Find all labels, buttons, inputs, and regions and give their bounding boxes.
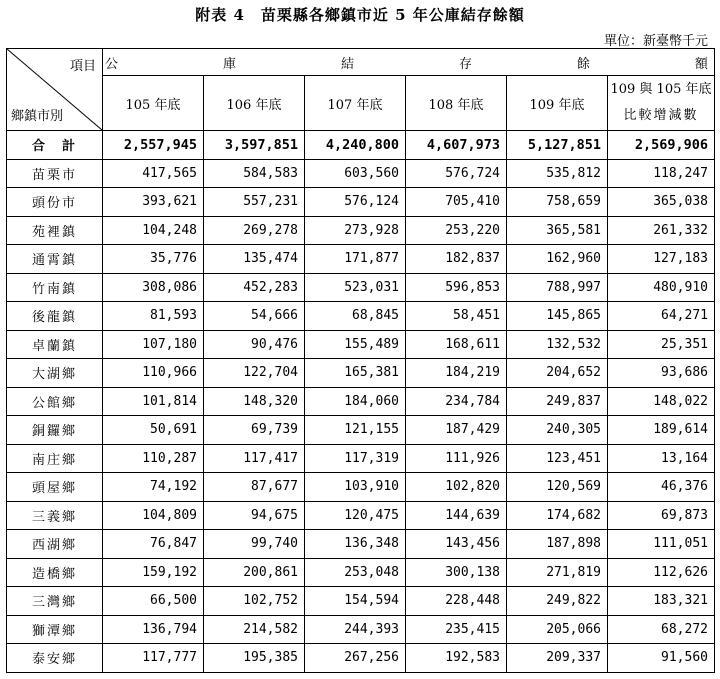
total-label: 合 計 xyxy=(7,131,103,160)
fund-balance-table xyxy=(6,48,715,673)
town-name: 頭份市 xyxy=(7,188,103,217)
value-cell: 244,393 xyxy=(305,615,406,644)
value-cell: 91,560 xyxy=(608,644,715,673)
value-cell: 204,652 xyxy=(507,359,608,388)
value-cell: 122,704 xyxy=(204,359,305,388)
value-cell: 261,332 xyxy=(608,216,715,245)
table-row xyxy=(7,587,715,616)
value-cell: 576,124 xyxy=(305,188,406,217)
town-name: 獅潭鄉 xyxy=(7,615,103,644)
value-cell: 171,877 xyxy=(305,245,406,274)
table-title: 附表 4 苗栗縣各鄉鎮市近 5 年公庫結存餘額 xyxy=(195,6,525,24)
value-cell: 195,385 xyxy=(204,644,305,673)
town-name: 苑裡鎮 xyxy=(7,216,103,245)
value-cell: 154,594 xyxy=(305,587,406,616)
value-cell: 228,448 xyxy=(406,587,507,616)
value-cell: 584,583 xyxy=(204,159,305,188)
total-cell: 2,569,906 xyxy=(608,131,715,160)
table-row xyxy=(7,216,715,245)
year-header: 105 年底 xyxy=(103,76,204,131)
value-cell: 253,220 xyxy=(406,216,507,245)
value-cell: 110,966 xyxy=(103,359,204,388)
value-cell: 64,271 xyxy=(608,302,715,331)
table-row xyxy=(7,501,715,530)
value-cell: 117,777 xyxy=(103,644,204,673)
value-cell: 174,682 xyxy=(507,501,608,530)
value-cell: 253,048 xyxy=(305,558,406,587)
value-cell: 480,910 xyxy=(608,273,715,302)
value-cell: 596,853 xyxy=(406,273,507,302)
value-cell: 205,066 xyxy=(507,615,608,644)
value-cell: 93,686 xyxy=(608,359,715,388)
value-cell: 165,381 xyxy=(305,359,406,388)
change-header-line2: 比較增減數 xyxy=(623,108,699,123)
town-name: 卓蘭鎮 xyxy=(7,330,103,359)
value-cell: 110,287 xyxy=(103,444,204,473)
table-row xyxy=(7,558,715,587)
value-cell: 182,837 xyxy=(406,245,507,274)
value-cell: 136,794 xyxy=(103,615,204,644)
value-cell: 144,639 xyxy=(406,501,507,530)
table-row xyxy=(7,444,715,473)
value-cell: 145,865 xyxy=(507,302,608,331)
year-header: 108 年底 xyxy=(406,76,507,131)
value-cell: 148,022 xyxy=(608,387,715,416)
value-cell: 76,847 xyxy=(103,530,204,559)
town-name: 頭屋鄉 xyxy=(7,473,103,502)
value-cell: 271,819 xyxy=(507,558,608,587)
table-row xyxy=(7,359,715,388)
table-row xyxy=(7,615,715,644)
value-cell: 308,086 xyxy=(103,273,204,302)
table-row xyxy=(7,245,715,274)
value-cell: 111,926 xyxy=(406,444,507,473)
value-cell: 135,474 xyxy=(204,245,305,274)
value-cell: 35,776 xyxy=(103,245,204,274)
value-cell: 162,960 xyxy=(507,245,608,274)
total-cell: 4,240,800 xyxy=(305,131,406,160)
value-cell: 249,837 xyxy=(507,387,608,416)
value-cell: 273,928 xyxy=(305,216,406,245)
value-cell: 102,820 xyxy=(406,473,507,502)
year-header: 107 年底 xyxy=(305,76,406,131)
value-cell: 121,155 xyxy=(305,416,406,445)
value-cell: 535,812 xyxy=(507,159,608,188)
value-cell: 184,219 xyxy=(406,359,507,388)
value-cell: 104,248 xyxy=(103,216,204,245)
table-row xyxy=(7,302,715,331)
value-cell: 102,752 xyxy=(204,587,305,616)
group-header xyxy=(103,49,715,76)
group-char: 庫 xyxy=(222,56,236,72)
table-row xyxy=(7,330,715,359)
town-name: 後龍鎮 xyxy=(7,302,103,331)
total-cell: 3,597,851 xyxy=(204,131,305,160)
table-row xyxy=(7,416,715,445)
value-cell: 94,675 xyxy=(204,501,305,530)
value-cell: 120,475 xyxy=(305,501,406,530)
value-cell: 393,621 xyxy=(103,188,204,217)
value-cell: 168,611 xyxy=(406,330,507,359)
total-row xyxy=(7,131,715,160)
town-name: 公館鄉 xyxy=(7,387,103,416)
value-cell: 25,351 xyxy=(608,330,715,359)
value-cell: 159,192 xyxy=(103,558,204,587)
value-cell: 54,666 xyxy=(204,302,305,331)
value-cell: 101,814 xyxy=(103,387,204,416)
value-cell: 200,861 xyxy=(204,558,305,587)
value-cell: 117,319 xyxy=(305,444,406,473)
value-cell: 69,739 xyxy=(204,416,305,445)
total-cell: 2,557,945 xyxy=(103,131,204,160)
value-cell: 87,677 xyxy=(204,473,305,502)
value-cell: 74,192 xyxy=(103,473,204,502)
value-cell: 112,626 xyxy=(608,558,715,587)
group-char: 額 xyxy=(694,56,708,72)
table-row xyxy=(7,159,715,188)
value-cell: 107,180 xyxy=(103,330,204,359)
value-cell: 90,476 xyxy=(204,330,305,359)
value-cell: 118,247 xyxy=(608,159,715,188)
value-cell: 184,060 xyxy=(305,387,406,416)
value-cell: 365,038 xyxy=(608,188,715,217)
value-cell: 603,560 xyxy=(305,159,406,188)
town-name: 銅鑼鄉 xyxy=(7,416,103,445)
value-cell: 240,305 xyxy=(507,416,608,445)
value-cell: 214,582 xyxy=(204,615,305,644)
value-cell: 148,320 xyxy=(204,387,305,416)
value-cell: 267,256 xyxy=(305,644,406,673)
group-char: 公 xyxy=(105,56,119,72)
value-cell: 117,417 xyxy=(204,444,305,473)
value-cell: 235,415 xyxy=(406,615,507,644)
value-cell: 155,489 xyxy=(305,330,406,359)
value-cell: 187,898 xyxy=(507,530,608,559)
table-row xyxy=(7,387,715,416)
value-cell: 557,231 xyxy=(204,188,305,217)
town-name: 南庄鄉 xyxy=(7,444,103,473)
value-cell: 788,997 xyxy=(507,273,608,302)
value-cell: 103,910 xyxy=(305,473,406,502)
value-cell: 269,278 xyxy=(204,216,305,245)
unit-label: 單位：新臺幣千元 xyxy=(603,34,708,49)
value-cell: 136,348 xyxy=(305,530,406,559)
total-cell: 4,607,973 xyxy=(406,131,507,160)
value-cell: 705,410 xyxy=(406,188,507,217)
value-cell: 143,456 xyxy=(406,530,507,559)
value-cell: 58,451 xyxy=(406,302,507,331)
town-name: 苗栗市 xyxy=(7,159,103,188)
value-cell: 46,376 xyxy=(608,473,715,502)
total-cell: 5,127,851 xyxy=(507,131,608,160)
change-header-line1: 109 與 105 年底 xyxy=(610,82,712,97)
table-row xyxy=(7,473,715,502)
value-cell: 81,593 xyxy=(103,302,204,331)
town-name: 大湖鄉 xyxy=(7,359,103,388)
value-cell: 192,583 xyxy=(406,644,507,673)
value-cell: 452,283 xyxy=(204,273,305,302)
group-char: 餘 xyxy=(576,56,590,72)
value-cell: 123,451 xyxy=(507,444,608,473)
change-header xyxy=(608,76,715,131)
value-cell: 68,845 xyxy=(305,302,406,331)
town-name: 通霄鎮 xyxy=(7,245,103,274)
table-row xyxy=(7,530,715,559)
value-cell: 758,659 xyxy=(507,188,608,217)
group-char: 結 xyxy=(340,56,354,72)
year-header: 106 年底 xyxy=(204,76,305,131)
value-cell: 209,337 xyxy=(507,644,608,673)
value-cell: 66,500 xyxy=(103,587,204,616)
value-cell: 576,724 xyxy=(406,159,507,188)
value-cell: 104,809 xyxy=(103,501,204,530)
town-name: 西湖鄉 xyxy=(7,530,103,559)
value-cell: 417,565 xyxy=(103,159,204,188)
town-name: 竹南鎮 xyxy=(7,273,103,302)
corner-header-cell xyxy=(7,49,103,131)
value-cell: 234,784 xyxy=(406,387,507,416)
value-cell: 132,532 xyxy=(507,330,608,359)
value-cell: 189,614 xyxy=(608,416,715,445)
town-name: 三義鄉 xyxy=(7,501,103,530)
value-cell: 111,051 xyxy=(608,530,715,559)
value-cell: 13,164 xyxy=(608,444,715,473)
value-cell: 120,569 xyxy=(507,473,608,502)
table-row xyxy=(7,273,715,302)
town-name: 造橋鄉 xyxy=(7,558,103,587)
town-name: 三灣鄉 xyxy=(7,587,103,616)
year-header: 109 年底 xyxy=(507,76,608,131)
town-label: 鄉鎮市別 xyxy=(11,109,64,124)
value-cell: 300,138 xyxy=(406,558,507,587)
town-name: 泰安鄉 xyxy=(7,644,103,673)
item-label: 項目 xyxy=(69,59,96,74)
value-cell: 523,031 xyxy=(305,273,406,302)
value-cell: 50,691 xyxy=(103,416,204,445)
value-cell: 68,272 xyxy=(608,615,715,644)
value-cell: 187,429 xyxy=(406,416,507,445)
table-row xyxy=(7,188,715,217)
value-cell: 183,321 xyxy=(608,587,715,616)
value-cell: 249,822 xyxy=(507,587,608,616)
value-cell: 99,740 xyxy=(204,530,305,559)
value-cell: 127,183 xyxy=(608,245,715,274)
value-cell: 365,581 xyxy=(507,216,608,245)
table-row xyxy=(7,644,715,673)
value-cell: 69,873 xyxy=(608,501,715,530)
group-char: 存 xyxy=(458,56,472,72)
